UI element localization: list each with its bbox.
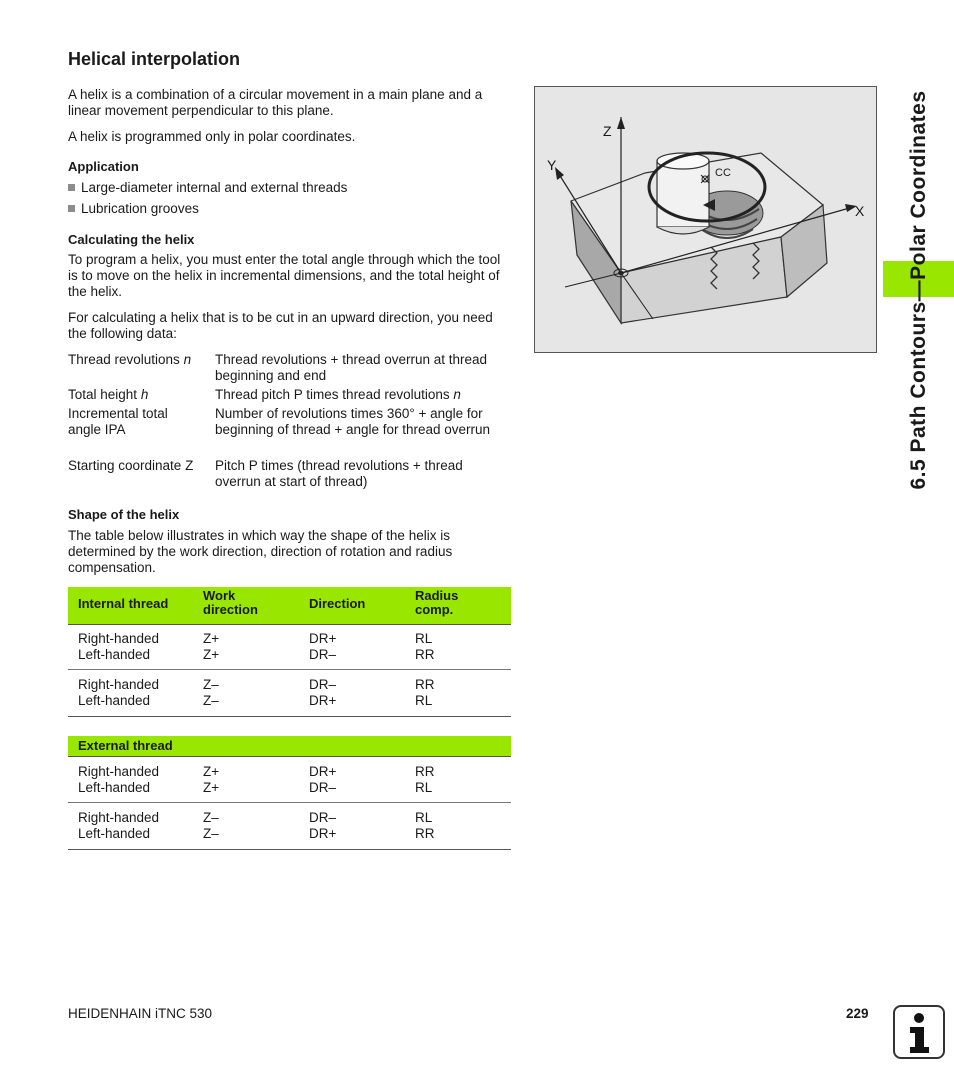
table-cell: Right-handed: [78, 631, 160, 646]
table-cell: Left-handed: [78, 826, 151, 841]
table-cell: RR: [415, 647, 435, 662]
table-cell: Z–: [203, 677, 219, 692]
table-cell: RL: [415, 693, 433, 708]
definition-term: Total height h: [68, 387, 149, 402]
table-cell: Z+: [203, 780, 220, 795]
table-rule: [68, 849, 511, 850]
section-title-vertical: 6.5 Path Contours—Polar Coordinates: [907, 90, 930, 490]
table-rule: [68, 669, 511, 670]
intro-paragraph-1: A helix is a combination of a circular movement in a main plane and a linear movement perpendicular to this plane.: [68, 87, 483, 118]
table-cell: Left-handed: [78, 693, 151, 708]
footer-product: HEIDENHAIN iTNC 530: [68, 1006, 213, 1021]
table-cell: Z–: [203, 826, 219, 841]
helix-diagram: [535, 87, 876, 352]
axis-label-y: Y: [547, 157, 557, 173]
calculating-paragraph-2: For calculating a helix that is to be cut in an upward direction, you need the following data:: [68, 310, 493, 341]
axis-label-z: Z: [603, 123, 612, 139]
shape-paragraph: The table below illustrates in which way the shape of the helix is determined by the work direction, direction of rotation and radius compensation.: [68, 528, 453, 575]
definition-desc: Thread pitch P times thread revolutions n: [215, 387, 461, 402]
table-cell: RR: [415, 826, 435, 841]
helix-figure: [534, 86, 877, 353]
table-cell: DR–: [309, 647, 337, 662]
table-cell: Z+: [203, 631, 220, 646]
table-cell: RL: [415, 780, 433, 795]
table-cell: DR–: [309, 810, 337, 825]
bullet-item: Lubrication grooves: [68, 201, 199, 217]
table-cell: DR+: [309, 764, 337, 779]
table-rule: [68, 756, 511, 757]
cc-label: CC: [715, 167, 731, 179]
calculating-heading: Calculating the helix: [68, 232, 195, 247]
table-cell: DR+: [309, 693, 337, 708]
table-cell: DR–: [309, 677, 337, 692]
definition-term: Thread revolutions n: [68, 352, 192, 367]
page-number: 229: [846, 1006, 869, 1021]
calculating-paragraph-1: To program a helix, you must enter the total angle through which the tool is to move on the helix in incremental dimensions, and the total height of the helix.: [68, 252, 501, 299]
table-cell: Z+: [203, 764, 220, 779]
bullet-item: Large-diameter internal and external threads: [68, 180, 347, 196]
info-icon: [893, 1005, 945, 1059]
table-cell: Right-handed: [78, 764, 160, 779]
table-cell: Left-handed: [78, 647, 151, 662]
table-header-external: External thread: [68, 736, 511, 756]
table-cell: Z–: [203, 693, 219, 708]
axis-label-x: X: [855, 203, 865, 219]
table-cell: RR: [415, 764, 435, 779]
definition-desc: Number of revolutions times 360° + angle for beginning of thread + angle for thread overrun: [215, 406, 491, 437]
bullet-square-icon: [68, 184, 75, 191]
table-rule: [68, 802, 511, 803]
table-cell: RL: [415, 810, 433, 825]
table-cell: RR: [415, 677, 435, 692]
table-cell: Z+: [203, 647, 220, 662]
definition-desc: Thread revolutions + thread overrun at thread beginning and end: [215, 352, 488, 383]
definition-term: Starting coordinate Z: [68, 458, 194, 473]
table-rule: [68, 716, 511, 717]
table-rule: [68, 624, 511, 625]
table-cell: DR+: [309, 631, 337, 646]
table-cell: Z–: [203, 810, 219, 825]
definition-term: Incremental total angle IPA: [68, 406, 168, 437]
table-cell: Left-handed: [78, 780, 151, 795]
definition-desc: Pitch P times (thread revolutions + thread overrun at start of thread): [215, 458, 463, 489]
table-cell: Right-handed: [78, 810, 160, 825]
bullet-square-icon: [68, 205, 75, 212]
table-cell: RL: [415, 631, 433, 646]
application-heading: Application: [68, 159, 139, 174]
intro-paragraph-2: A helix is programmed only in polar coordinates.: [68, 129, 356, 144]
table-header-internal: Internal thread Work direction Direction Radius comp.: [68, 587, 511, 624]
table-cell: DR+: [309, 826, 337, 841]
table-cell: DR–: [309, 780, 337, 795]
page-title: Helical interpolation: [68, 49, 241, 69]
shape-heading: Shape of the helix: [68, 507, 180, 522]
table-cell: Right-handed: [78, 677, 160, 692]
